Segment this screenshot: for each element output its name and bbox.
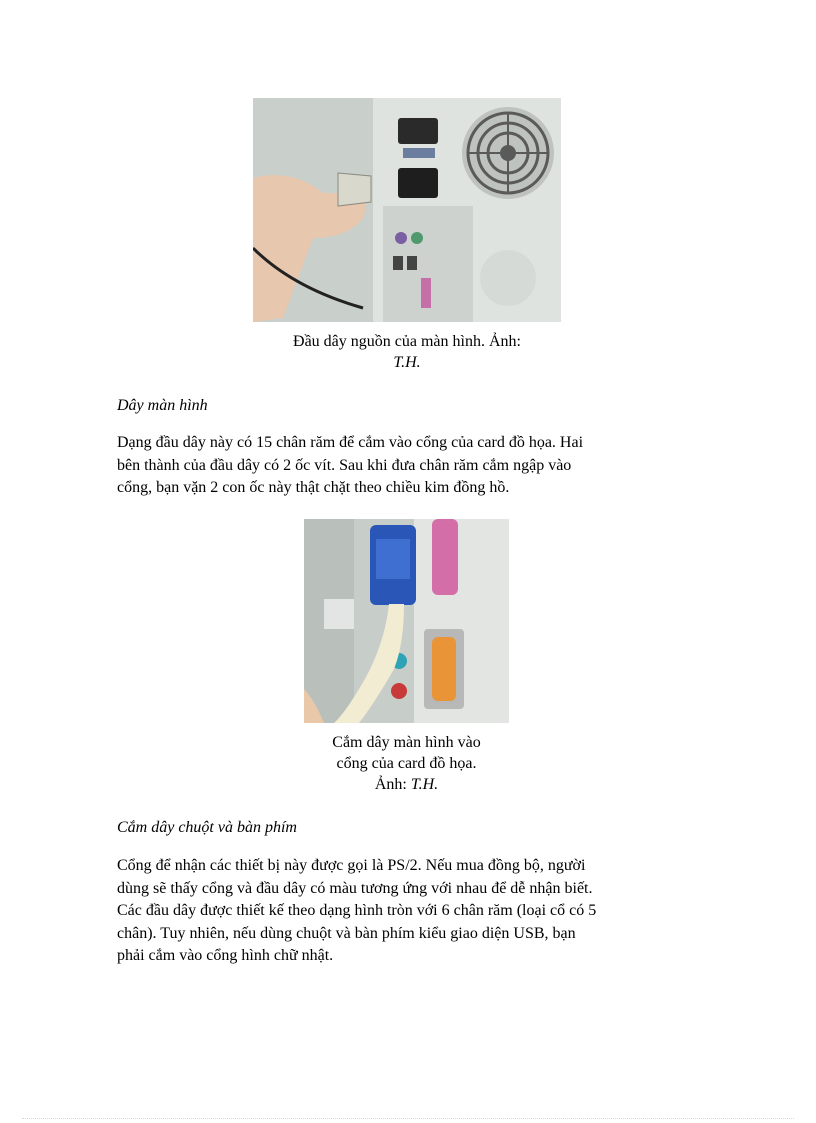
section1-line-1: Dạng đầu dây này có 15 chân răm để cắm vào cổng của card đồ họa. Hai	[117, 434, 584, 451]
section2-line-2: dùng sẽ thấy cổng và đầu dây có màu tương ứng với nhau để dễ nhận biết.	[117, 879, 593, 897]
section2-paragraph	[117, 855, 697, 968]
section2-line-5: phải cắm vào cổng hình chữ nhật.	[117, 947, 334, 964]
figure1-caption-line1: Đầu dây nguồn của màn hình. Ảnh:	[293, 333, 521, 350]
figure1-caption	[253, 331, 561, 373]
figure2-caption-line3: Ảnh: T.H.	[374, 776, 439, 793]
section2-line-1: Cổng để nhận các thiết bị này được gọi là PS/2. Nếu mua đồng bộ, người	[117, 857, 586, 874]
section2-heading: Cắm dây chuột và bàn phím	[117, 819, 297, 836]
section1-line-2: bên thành của đầu dây có 2 ốc vít. Sau khi đưa chân răm cắm ngập vào	[117, 456, 572, 474]
power-connector-photo	[253, 98, 561, 322]
figure2-caption-line2: cổng của card đồ họa.	[336, 755, 477, 772]
section1-heading: Dây màn hình	[117, 397, 208, 414]
figure2-caption	[304, 732, 509, 795]
section2-line-3: Các đầu dây được thiết kế theo dạng hình tròn với 6 chân răm (loại cổ có 5	[117, 902, 597, 919]
figure2-caption-line1: Cắm dây màn hình vào	[332, 734, 481, 751]
section1-paragraph	[117, 432, 697, 500]
vga-cable-photo	[304, 519, 509, 723]
section2-line-4: chân). Tuy nhiên, nếu dùng chuột và bàn phím kiểu giao diện USB, bạn	[117, 924, 576, 942]
section1-line-3: cổng, bạn vặn 2 con ốc này thật chặt theo chiều kim đồng hồ.	[117, 479, 510, 496]
page-bottom-divider	[22, 1118, 794, 1119]
figure1-caption-credit: T.H.	[393, 354, 421, 371]
